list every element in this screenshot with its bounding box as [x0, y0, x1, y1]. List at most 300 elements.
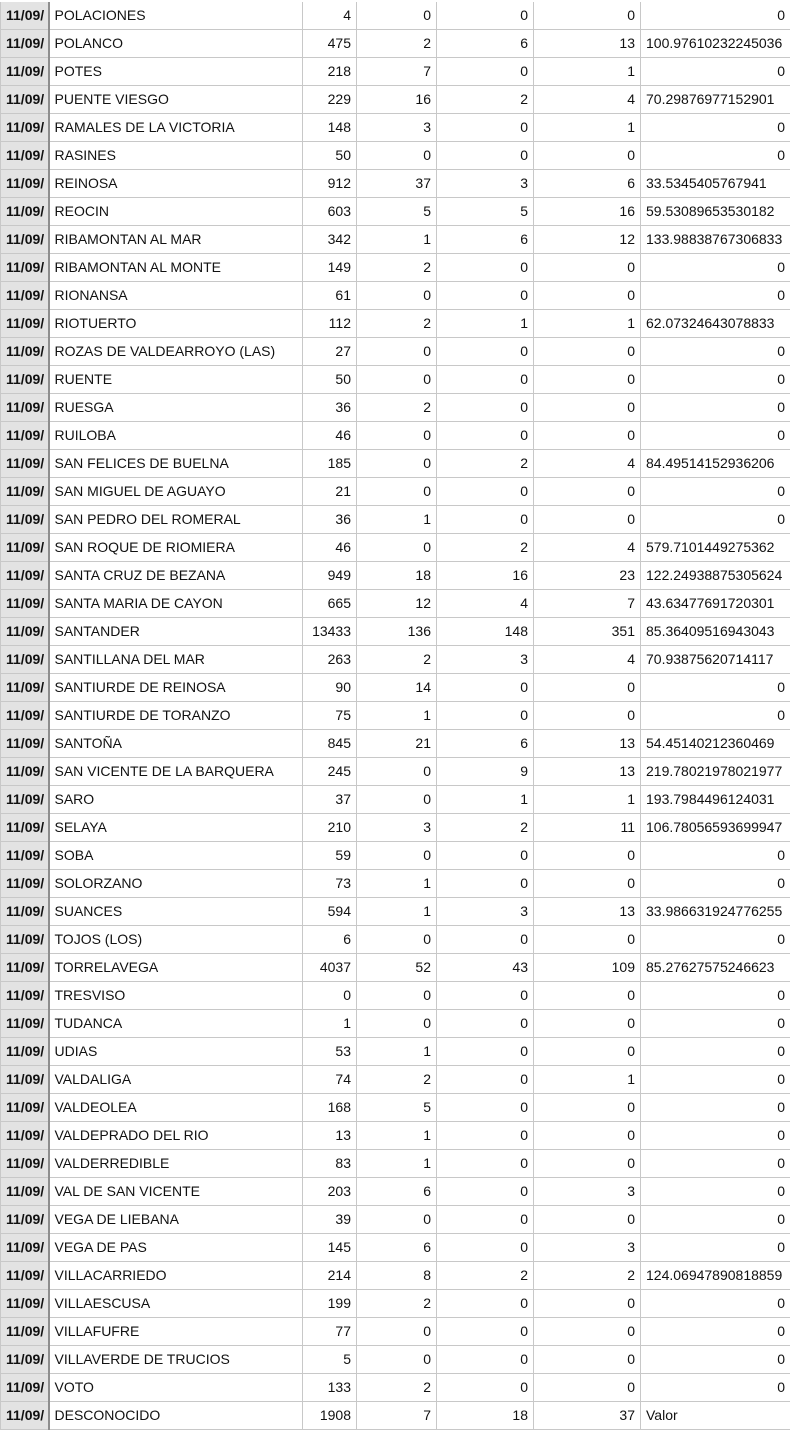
value-cell-e[interactable]: 0: [641, 1178, 790, 1206]
value-cell-b[interactable]: 0: [357, 282, 437, 310]
value-cell-b[interactable]: 3: [357, 114, 437, 142]
value-cell-a[interactable]: 53: [303, 1038, 357, 1066]
value-cell-a[interactable]: 50: [303, 366, 357, 394]
value-cell-c[interactable]: 5: [437, 198, 534, 226]
value-cell-a[interactable]: 214: [303, 1262, 357, 1290]
value-cell-e[interactable]: 579.7101449275362: [641, 534, 790, 562]
value-cell-e[interactable]: 0: [641, 1374, 790, 1402]
value-cell-d[interactable]: 0: [534, 394, 641, 422]
value-cell-c[interactable]: 18: [437, 1402, 534, 1430]
value-cell-e[interactable]: 62.07324643078833: [641, 310, 790, 338]
value-cell-e[interactable]: 122.24938875305624: [641, 562, 790, 590]
value-cell-e[interactable]: 124.06947890818859: [641, 1262, 790, 1290]
date-cell[interactable]: 11/09/: [1, 786, 49, 814]
value-cell-e[interactable]: 0: [641, 2, 790, 30]
value-cell-b[interactable]: 8: [357, 1262, 437, 1290]
value-cell-a[interactable]: 148: [303, 114, 357, 142]
value-cell-d[interactable]: 0: [534, 674, 641, 702]
value-cell-e[interactable]: 0: [641, 982, 790, 1010]
municipio-cell[interactable]: SANTIURDE DE TORANZO: [49, 702, 303, 730]
value-cell-c[interactable]: 0: [437, 1038, 534, 1066]
value-cell-b[interactable]: 6: [357, 1178, 437, 1206]
value-cell-d[interactable]: 0: [534, 1094, 641, 1122]
value-cell-d[interactable]: 37: [534, 1402, 641, 1430]
value-cell-e[interactable]: 54.45140212360469: [641, 730, 790, 758]
value-cell-a[interactable]: 83: [303, 1150, 357, 1178]
value-cell-a[interactable]: 75: [303, 702, 357, 730]
value-cell-d[interactable]: 0: [534, 1346, 641, 1374]
value-cell-e[interactable]: 0: [641, 422, 790, 450]
value-cell-b[interactable]: 2: [357, 1066, 437, 1094]
date-cell[interactable]: 11/09/: [1, 506, 49, 534]
value-cell-a[interactable]: 50: [303, 142, 357, 170]
value-cell-d[interactable]: 3: [534, 1178, 641, 1206]
value-cell-a[interactable]: 39: [303, 1206, 357, 1234]
value-cell-c[interactable]: 2: [437, 86, 534, 114]
municipio-cell[interactable]: SAN VICENTE DE LA BARQUERA: [49, 758, 303, 786]
value-cell-a[interactable]: 665: [303, 590, 357, 618]
value-cell-e[interactable]: 106.78056593699947: [641, 814, 790, 842]
value-cell-d[interactable]: 2: [534, 1262, 641, 1290]
value-cell-c[interactable]: 0: [437, 478, 534, 506]
value-cell-b[interactable]: 0: [357, 842, 437, 870]
municipio-cell[interactable]: RUENTE: [49, 366, 303, 394]
value-cell-a[interactable]: 4: [303, 2, 357, 30]
value-cell-b[interactable]: 16: [357, 86, 437, 114]
municipio-cell[interactable]: VILLAFUFRE: [49, 1318, 303, 1346]
value-cell-c[interactable]: 0: [437, 1094, 534, 1122]
value-cell-b[interactable]: 7: [357, 58, 437, 86]
municipio-cell[interactable]: SANTOÑA: [49, 730, 303, 758]
municipio-cell[interactable]: SOLORZANO: [49, 870, 303, 898]
value-cell-e[interactable]: 0: [641, 1206, 790, 1234]
municipio-cell[interactable]: VILLACARRIEDO: [49, 1262, 303, 1290]
date-cell[interactable]: 11/09/: [1, 394, 49, 422]
municipio-cell[interactable]: RAMALES DE LA VICTORIA: [49, 114, 303, 142]
value-cell-e[interactable]: 219.78021978021977: [641, 758, 790, 786]
value-cell-c[interactable]: 16: [437, 562, 534, 590]
value-cell-a[interactable]: 949: [303, 562, 357, 590]
value-cell-e[interactable]: 0: [641, 338, 790, 366]
municipio-cell[interactable]: UDIAS: [49, 1038, 303, 1066]
value-cell-e[interactable]: 0: [641, 254, 790, 282]
value-cell-c[interactable]: 148: [437, 618, 534, 646]
date-cell[interactable]: 11/09/: [1, 1402, 49, 1430]
value-cell-c[interactable]: 3: [437, 170, 534, 198]
date-cell[interactable]: 11/09/: [1, 758, 49, 786]
value-cell-c[interactable]: 0: [437, 1178, 534, 1206]
value-cell-d[interactable]: 0: [534, 702, 641, 730]
municipio-cell[interactable]: RIONANSA: [49, 282, 303, 310]
value-cell-b[interactable]: 1: [357, 898, 437, 926]
value-cell-b[interactable]: 0: [357, 534, 437, 562]
value-cell-d[interactable]: 0: [534, 2, 641, 30]
value-cell-a[interactable]: 203: [303, 1178, 357, 1206]
date-cell[interactable]: 11/09/: [1, 450, 49, 478]
value-cell-b[interactable]: 2: [357, 1374, 437, 1402]
value-cell-a[interactable]: 263: [303, 646, 357, 674]
value-cell-d[interactable]: 0: [534, 1122, 641, 1150]
value-cell-c[interactable]: 6: [437, 730, 534, 758]
municipio-cell[interactable]: SAN FELICES DE BUELNA: [49, 450, 303, 478]
value-cell-e[interactable]: 0: [641, 702, 790, 730]
value-cell-d[interactable]: 0: [534, 1290, 641, 1318]
value-cell-a[interactable]: 145: [303, 1234, 357, 1262]
value-cell-b[interactable]: 1: [357, 702, 437, 730]
value-cell-d[interactable]: 4: [534, 86, 641, 114]
value-cell-a[interactable]: 0: [303, 982, 357, 1010]
value-cell-e[interactable]: 0: [641, 1150, 790, 1178]
date-cell[interactable]: 11/09/: [1, 1010, 49, 1038]
value-cell-d[interactable]: 1: [534, 114, 641, 142]
value-cell-b[interactable]: 14: [357, 674, 437, 702]
value-cell-e[interactable]: 70.93875620714117: [641, 646, 790, 674]
value-cell-c[interactable]: 0: [437, 982, 534, 1010]
municipio-cell[interactable]: SANTA CRUZ DE BEZANA: [49, 562, 303, 590]
value-cell-b[interactable]: 1: [357, 1038, 437, 1066]
date-cell[interactable]: 11/09/: [1, 954, 49, 982]
value-cell-a[interactable]: 46: [303, 534, 357, 562]
value-cell-a[interactable]: 475: [303, 30, 357, 58]
value-cell-b[interactable]: 0: [357, 478, 437, 506]
value-cell-b[interactable]: 2: [357, 254, 437, 282]
value-cell-c[interactable]: 6: [437, 30, 534, 58]
value-cell-c[interactable]: 0: [437, 282, 534, 310]
date-cell[interactable]: 11/09/: [1, 2, 49, 30]
date-cell[interactable]: 11/09/: [1, 254, 49, 282]
value-cell-e[interactable]: 0: [641, 1346, 790, 1374]
value-cell-d[interactable]: 0: [534, 338, 641, 366]
value-cell-d[interactable]: 0: [534, 870, 641, 898]
value-cell-c[interactable]: 0: [437, 506, 534, 534]
value-cell-c[interactable]: 0: [437, 1290, 534, 1318]
value-cell-e[interactable]: 0: [641, 366, 790, 394]
value-cell-b[interactable]: 2: [357, 1290, 437, 1318]
value-cell-b[interactable]: 37: [357, 170, 437, 198]
value-cell-b[interactable]: 0: [357, 338, 437, 366]
value-cell-d[interactable]: 0: [534, 1150, 641, 1178]
date-cell[interactable]: 11/09/: [1, 198, 49, 226]
municipio-cell[interactable]: VAL DE SAN VICENTE: [49, 1178, 303, 1206]
value-cell-d[interactable]: 13: [534, 730, 641, 758]
value-cell-c[interactable]: 0: [437, 702, 534, 730]
value-cell-a[interactable]: 112: [303, 310, 357, 338]
date-cell[interactable]: 11/09/: [1, 730, 49, 758]
date-cell[interactable]: 11/09/: [1, 1206, 49, 1234]
value-cell-c[interactable]: 0: [437, 338, 534, 366]
value-cell-a[interactable]: 594: [303, 898, 357, 926]
date-cell[interactable]: 11/09/: [1, 1262, 49, 1290]
municipio-cell[interactable]: SAN PEDRO DEL ROMERAL: [49, 506, 303, 534]
municipio-cell[interactable]: REINOSA: [49, 170, 303, 198]
value-cell-c[interactable]: 0: [437, 1066, 534, 1094]
value-cell-a[interactable]: 1908: [303, 1402, 357, 1430]
value-cell-c[interactable]: 0: [437, 674, 534, 702]
municipio-cell[interactable]: RIBAMONTAN AL MONTE: [49, 254, 303, 282]
date-cell[interactable]: 11/09/: [1, 926, 49, 954]
date-cell[interactable]: 11/09/: [1, 310, 49, 338]
value-cell-c[interactable]: 43: [437, 954, 534, 982]
value-cell-b[interactable]: 0: [357, 422, 437, 450]
date-cell[interactable]: 11/09/: [1, 1150, 49, 1178]
value-cell-b[interactable]: 6: [357, 1234, 437, 1262]
value-cell-d[interactable]: 4: [534, 450, 641, 478]
value-cell-d[interactable]: 1: [534, 310, 641, 338]
value-cell-e[interactable]: 0: [641, 282, 790, 310]
value-cell-c[interactable]: 4: [437, 590, 534, 618]
value-cell-a[interactable]: 218: [303, 58, 357, 86]
value-cell-b[interactable]: 0: [357, 786, 437, 814]
value-cell-d[interactable]: 0: [534, 422, 641, 450]
value-cell-b[interactable]: 1: [357, 870, 437, 898]
date-cell[interactable]: 11/09/: [1, 814, 49, 842]
date-cell[interactable]: 11/09/: [1, 478, 49, 506]
municipio-cell[interactable]: REOCIN: [49, 198, 303, 226]
value-cell-a[interactable]: 245: [303, 758, 357, 786]
value-cell-c[interactable]: 1: [437, 786, 534, 814]
date-cell[interactable]: 11/09/: [1, 898, 49, 926]
value-cell-e[interactable]: 0: [641, 506, 790, 534]
value-cell-c[interactable]: 3: [437, 646, 534, 674]
value-cell-a[interactable]: 603: [303, 198, 357, 226]
value-cell-b[interactable]: 0: [357, 926, 437, 954]
value-cell-d[interactable]: 16: [534, 198, 641, 226]
value-cell-e[interactable]: 0: [641, 1066, 790, 1094]
value-cell-d[interactable]: 0: [534, 282, 641, 310]
value-cell-d[interactable]: 13: [534, 758, 641, 786]
date-cell[interactable]: 11/09/: [1, 870, 49, 898]
date-cell[interactable]: 11/09/: [1, 646, 49, 674]
value-cell-d[interactable]: 109: [534, 954, 641, 982]
value-cell-b[interactable]: 0: [357, 450, 437, 478]
value-cell-e[interactable]: 0: [641, 1010, 790, 1038]
value-cell-d[interactable]: 0: [534, 1374, 641, 1402]
value-cell-d[interactable]: 1: [534, 58, 641, 86]
date-cell[interactable]: 11/09/: [1, 842, 49, 870]
value-cell-d[interactable]: 0: [534, 1010, 641, 1038]
value-cell-a[interactable]: 73: [303, 870, 357, 898]
value-cell-d[interactable]: 0: [534, 506, 641, 534]
value-cell-d[interactable]: 3: [534, 1234, 641, 1262]
value-cell-e[interactable]: 0: [641, 58, 790, 86]
date-cell[interactable]: 11/09/: [1, 1038, 49, 1066]
date-cell[interactable]: 11/09/: [1, 1234, 49, 1262]
municipio-cell[interactable]: SANTANDER: [49, 618, 303, 646]
value-cell-a[interactable]: 1: [303, 1010, 357, 1038]
date-cell[interactable]: 11/09/: [1, 982, 49, 1010]
municipio-cell[interactable]: DESCONOCIDO: [49, 1402, 303, 1430]
value-cell-a[interactable]: 21: [303, 478, 357, 506]
date-cell[interactable]: 11/09/: [1, 1094, 49, 1122]
municipio-cell[interactable]: VILLAESCUSA: [49, 1290, 303, 1318]
value-cell-e[interactable]: 0: [641, 842, 790, 870]
date-cell[interactable]: 11/09/: [1, 674, 49, 702]
value-cell-b[interactable]: 5: [357, 198, 437, 226]
municipio-cell[interactable]: VALDALIGA: [49, 1066, 303, 1094]
value-cell-a[interactable]: 133: [303, 1374, 357, 1402]
value-cell-d[interactable]: 0: [534, 1318, 641, 1346]
value-cell-c[interactable]: 1: [437, 310, 534, 338]
value-cell-a[interactable]: 46: [303, 422, 357, 450]
value-cell-e[interactable]: 100.97610232245036: [641, 30, 790, 58]
value-cell-d[interactable]: 0: [534, 1206, 641, 1234]
value-cell-d[interactable]: 351: [534, 618, 641, 646]
value-cell-d[interactable]: 13: [534, 30, 641, 58]
value-cell-c[interactable]: 0: [437, 842, 534, 870]
value-cell-d[interactable]: 6: [534, 170, 641, 198]
date-cell[interactable]: 11/09/: [1, 562, 49, 590]
value-cell-b[interactable]: 0: [357, 1318, 437, 1346]
value-cell-e[interactable]: 70.29876977152901: [641, 86, 790, 114]
date-cell[interactable]: 11/09/: [1, 366, 49, 394]
municipio-cell[interactable]: SOBA: [49, 842, 303, 870]
date-cell[interactable]: 11/09/: [1, 1122, 49, 1150]
municipio-cell[interactable]: RIBAMONTAN AL MAR: [49, 226, 303, 254]
value-cell-e[interactable]: 85.27627575246623: [641, 954, 790, 982]
value-cell-b[interactable]: 0: [357, 142, 437, 170]
date-cell[interactable]: 11/09/: [1, 1066, 49, 1094]
date-cell[interactable]: 11/09/: [1, 702, 49, 730]
value-cell-e[interactable]: 0: [641, 142, 790, 170]
value-cell-d[interactable]: 0: [534, 478, 641, 506]
municipio-cell[interactable]: PUENTE VIESGO: [49, 86, 303, 114]
value-cell-e[interactable]: 0: [641, 674, 790, 702]
municipio-cell[interactable]: SAN ROQUE DE RIOMIERA: [49, 534, 303, 562]
value-cell-b[interactable]: 1: [357, 506, 437, 534]
value-cell-e[interactable]: 0: [641, 478, 790, 506]
value-cell-d[interactable]: 23: [534, 562, 641, 590]
municipio-cell[interactable]: TUDANCA: [49, 1010, 303, 1038]
value-cell-a[interactable]: 4037: [303, 954, 357, 982]
value-cell-e[interactable]: 59.53089653530182: [641, 198, 790, 226]
value-cell-e[interactable]: 0: [641, 870, 790, 898]
value-cell-c[interactable]: 2: [437, 534, 534, 562]
value-cell-a[interactable]: 74: [303, 1066, 357, 1094]
value-cell-c[interactable]: 0: [437, 1010, 534, 1038]
value-cell-b[interactable]: 1: [357, 1122, 437, 1150]
municipio-cell[interactable]: SANTIURDE DE REINOSA: [49, 674, 303, 702]
value-cell-b[interactable]: 2: [357, 30, 437, 58]
municipio-cell[interactable]: VEGA DE PAS: [49, 1234, 303, 1262]
date-cell[interactable]: 11/09/: [1, 58, 49, 86]
value-cell-d[interactable]: 12: [534, 226, 641, 254]
value-cell-b[interactable]: 3: [357, 814, 437, 842]
value-cell-a[interactable]: 199: [303, 1290, 357, 1318]
date-cell[interactable]: 11/09/: [1, 590, 49, 618]
value-cell-e[interactable]: 84.49514152936206: [641, 450, 790, 478]
value-cell-d[interactable]: 11: [534, 814, 641, 842]
municipio-cell[interactable]: SELAYA: [49, 814, 303, 842]
municipio-cell[interactable]: VALDEOLEA: [49, 1094, 303, 1122]
value-cell-a[interactable]: 149: [303, 254, 357, 282]
municipio-cell[interactable]: POLANCO: [49, 30, 303, 58]
value-cell-b[interactable]: 1: [357, 1150, 437, 1178]
value-cell-d[interactable]: 0: [534, 982, 641, 1010]
date-cell[interactable]: 11/09/: [1, 1318, 49, 1346]
value-cell-c[interactable]: 0: [437, 114, 534, 142]
municipio-cell[interactable]: VOTO: [49, 1374, 303, 1402]
value-cell-d[interactable]: 0: [534, 926, 641, 954]
date-cell[interactable]: 11/09/: [1, 226, 49, 254]
value-cell-e[interactable]: 0: [641, 1290, 790, 1318]
value-cell-e[interactable]: 193.7984496124031: [641, 786, 790, 814]
date-cell[interactable]: 11/09/: [1, 86, 49, 114]
value-cell-c[interactable]: 0: [437, 870, 534, 898]
value-cell-c[interactable]: 0: [437, 254, 534, 282]
date-cell[interactable]: 11/09/: [1, 338, 49, 366]
value-cell-e[interactable]: 0: [641, 1234, 790, 1262]
date-cell[interactable]: 11/09/: [1, 534, 49, 562]
value-cell-d[interactable]: 1: [534, 786, 641, 814]
value-cell-a[interactable]: 845: [303, 730, 357, 758]
value-cell-c[interactable]: 0: [437, 1234, 534, 1262]
value-cell-a[interactable]: 13: [303, 1122, 357, 1150]
value-cell-a[interactable]: 229: [303, 86, 357, 114]
municipio-cell[interactable]: VEGA DE LIEBANA: [49, 1206, 303, 1234]
value-cell-b[interactable]: 21: [357, 730, 437, 758]
value-cell-c[interactable]: 0: [437, 142, 534, 170]
value-cell-b[interactable]: 2: [357, 310, 437, 338]
date-cell[interactable]: 11/09/: [1, 142, 49, 170]
value-cell-d[interactable]: 0: [534, 254, 641, 282]
value-cell-c[interactable]: 0: [437, 2, 534, 30]
value-cell-a[interactable]: 59: [303, 842, 357, 870]
value-cell-e[interactable]: 85.36409516943043: [641, 618, 790, 646]
municipio-cell[interactable]: SANTILLANA DEL MAR: [49, 646, 303, 674]
value-cell-d[interactable]: 13: [534, 898, 641, 926]
value-cell-c[interactable]: 6: [437, 226, 534, 254]
municipio-cell[interactable]: TORRELAVEGA: [49, 954, 303, 982]
value-cell-c[interactable]: 0: [437, 422, 534, 450]
date-cell[interactable]: 11/09/: [1, 422, 49, 450]
value-cell-a[interactable]: 185: [303, 450, 357, 478]
value-cell-b[interactable]: 12: [357, 590, 437, 618]
value-cell-b[interactable]: 0: [357, 1346, 437, 1374]
value-cell-d[interactable]: 7: [534, 590, 641, 618]
value-cell-c[interactable]: 0: [437, 58, 534, 86]
value-cell-a[interactable]: 13433: [303, 618, 357, 646]
date-cell[interactable]: 11/09/: [1, 30, 49, 58]
municipio-cell[interactable]: POTES: [49, 58, 303, 86]
value-cell-c[interactable]: 2: [437, 450, 534, 478]
value-cell-b[interactable]: 0: [357, 1010, 437, 1038]
date-cell[interactable]: 11/09/: [1, 282, 49, 310]
value-cell-a[interactable]: 342: [303, 226, 357, 254]
municipio-cell[interactable]: TRESVISO: [49, 982, 303, 1010]
value-cell-c[interactable]: 0: [437, 926, 534, 954]
value-cell-b[interactable]: 5: [357, 1094, 437, 1122]
date-cell[interactable]: 11/09/: [1, 1346, 49, 1374]
value-cell-e[interactable]: 33.986631924776255: [641, 898, 790, 926]
value-cell-c[interactable]: 3: [437, 898, 534, 926]
value-cell-d[interactable]: 0: [534, 142, 641, 170]
date-cell[interactable]: 11/09/: [1, 1374, 49, 1402]
value-cell-a[interactable]: 5: [303, 1346, 357, 1374]
value-cell-c[interactable]: 0: [437, 1150, 534, 1178]
value-cell-a[interactable]: 37: [303, 786, 357, 814]
value-cell-b[interactable]: 2: [357, 394, 437, 422]
municipio-cell[interactable]: SAN MIGUEL DE AGUAYO: [49, 478, 303, 506]
value-cell-b[interactable]: 18: [357, 562, 437, 590]
date-cell[interactable]: 11/09/: [1, 170, 49, 198]
value-cell-a[interactable]: 27: [303, 338, 357, 366]
value-cell-a[interactable]: 36: [303, 506, 357, 534]
value-cell-b[interactable]: 1: [357, 226, 437, 254]
value-cell-d[interactable]: 1: [534, 1066, 641, 1094]
value-cell-b[interactable]: 136: [357, 618, 437, 646]
value-cell-e[interactable]: 0: [641, 1094, 790, 1122]
value-cell-d[interactable]: 0: [534, 842, 641, 870]
